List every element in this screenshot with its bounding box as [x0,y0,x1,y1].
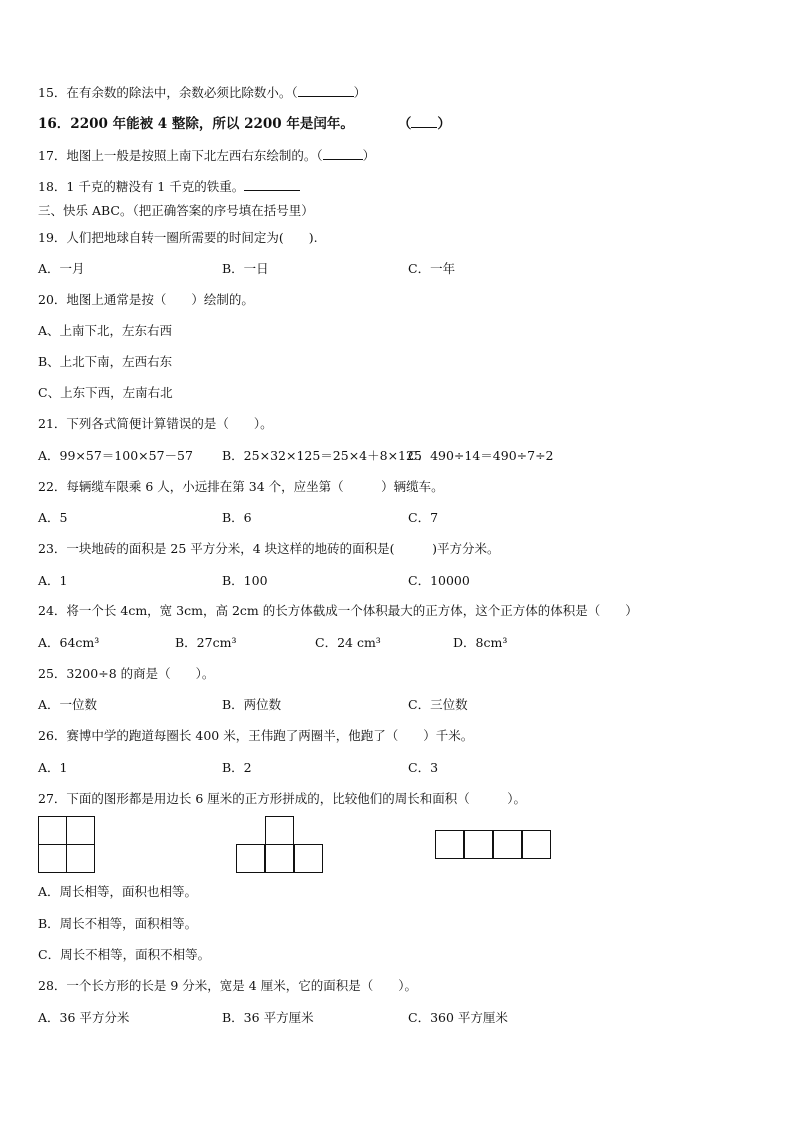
question-19 [38,230,318,246]
question-number: 22． [38,479,67,494]
question-text: 1 千克的糖没有 1 千克的铁重。 [66,179,245,194]
option-a[interactable]: A．64cm³ [38,635,100,650]
answer-blank[interactable] [323,147,363,160]
option-a[interactable]: A．一月 [38,261,85,276]
option-a[interactable]: A．5 [38,510,68,525]
question-18 [38,178,300,195]
question-17 [38,147,375,164]
option-c[interactable]: C．周长不相等，面积不相等。 [38,947,211,962]
question-21 [38,416,273,432]
option-c[interactable]: C．24 cm³ [315,635,381,650]
question-text: 在有余数的除法中，余数必须比除数小。（ [66,85,298,100]
option-b[interactable]: B．100 [222,573,268,588]
question-number: 21． [38,416,67,431]
option-c[interactable]: C．360 平方厘米 [408,1010,508,1025]
question-text: 地图上通常是按（ ）绘制的。 [66,292,254,307]
question-20 [38,292,254,308]
question-25 [38,666,214,682]
option-a[interactable]: A．1 [38,760,68,775]
option-c[interactable]: C．490÷14＝490÷7÷2 [408,448,554,463]
question-16 [38,115,451,132]
question-number: 28． [38,978,67,993]
option-a[interactable]: A．一位数 [38,697,98,712]
question-number: 19． [38,230,67,245]
option-b[interactable]: B．周长不相等，面积相等。 [38,916,198,931]
option-c[interactable]: C．三位数 [408,697,468,712]
question-15 [38,84,366,101]
option-b[interactable]: B．2 [222,760,252,775]
option-d[interactable]: D．8cm³ [453,635,508,650]
option-a[interactable]: A、上南下北，左东右西 [38,323,173,338]
figure-t-shape [236,816,324,874]
option-a[interactable]: A．1 [38,573,68,588]
question-27 [38,791,526,807]
option-b[interactable]: B．一日 [222,261,269,276]
question-number: 17． [38,148,67,163]
answer-blank[interactable] [298,84,354,97]
option-b[interactable]: B．36 平方厘米 [222,1010,314,1025]
option-b[interactable]: B．两位数 [222,697,282,712]
question-text: 将一个长 4cm，宽 3cm，高 2cm 的长方体截成一个体积最大的正方体，这个正方体的体积是（ ） [66,603,638,618]
option-b[interactable]: B．6 [222,510,252,525]
question-text: 人们把地球自转一圈所需要的时间定为( ). [66,230,318,245]
option-b[interactable]: B、上北下南，左西右东 [38,354,173,369]
question-24 [38,603,638,619]
option-a[interactable]: A．99×57＝100×57－57 [38,448,193,463]
question-text: 一块地砖的面积是 25 平方分米，4 块这样的地砖的面积是( )平方分米。 [66,541,500,556]
question-text: 赛博中学的跑道每圈长 400 米，王伟跑了两圈半，他跑了（ ）千米。 [66,728,474,743]
question-text: 3200÷8 的商是（ ）。 [66,666,215,681]
question-number: 25． [38,666,67,681]
question-text: 地图上一般是按照上南下北左西右东绘制的。（ [66,148,323,163]
option-c[interactable]: C．3 [408,760,439,775]
option-c[interactable]: C．10000 [408,573,470,588]
question-number: 20． [38,292,67,307]
option-a[interactable]: A．36 平方分米 [38,1010,130,1025]
option-c[interactable]: C、上东下西，左南右北 [38,385,173,400]
question-22 [38,479,444,495]
paren-close: ） [353,85,367,100]
option-b[interactable]: B．27cm³ [175,635,237,650]
option-c[interactable]: C．一年 [408,261,456,276]
question-text: 下面的图形都是用边长 6 厘米的正方形拼成的，比较他们的周长和面积（ ）。 [66,791,527,806]
question-number: 18． [38,179,67,194]
figure-2x2-square [38,816,96,874]
question-text: 一个长方形的长是 9 分米，宽是 4 厘米，它的面积是（ ）。 [66,978,417,993]
figure-1x4-row [435,830,551,860]
question-number: 24． [38,603,67,618]
paren-open: （ [397,116,412,132]
question-28 [38,978,417,994]
question-number: 16． [38,116,71,132]
question-number: 27． [38,791,67,806]
paren-close: ） [437,116,451,132]
paren-close: ） [362,148,376,163]
question-23 [38,541,499,557]
question-number: 26． [38,728,67,743]
question-text: 2200 年能被 4 整除，所以 2200 年是闰年。 [70,116,354,132]
option-a[interactable]: A．周长相等，面积也相等。 [38,884,198,899]
question-26 [38,728,473,744]
question-text: 每辆缆车限乘 6 人，小远排在第 34 个，应坐第（ ）辆缆车。 [66,479,444,494]
option-b[interactable]: B．25×32×125＝25×4＋8×125 [222,448,422,463]
section-heading: 三、快乐 ABC。（把正确答案的序号填在括号里） [38,203,314,218]
question-number: 15． [38,85,67,100]
answer-blank[interactable] [411,115,437,128]
answer-blank[interactable] [244,178,300,191]
question-text: 下列各式简便计算错误的是（ ）。 [66,416,273,431]
option-c[interactable]: C．7 [408,510,439,525]
question-number: 23． [38,541,67,556]
